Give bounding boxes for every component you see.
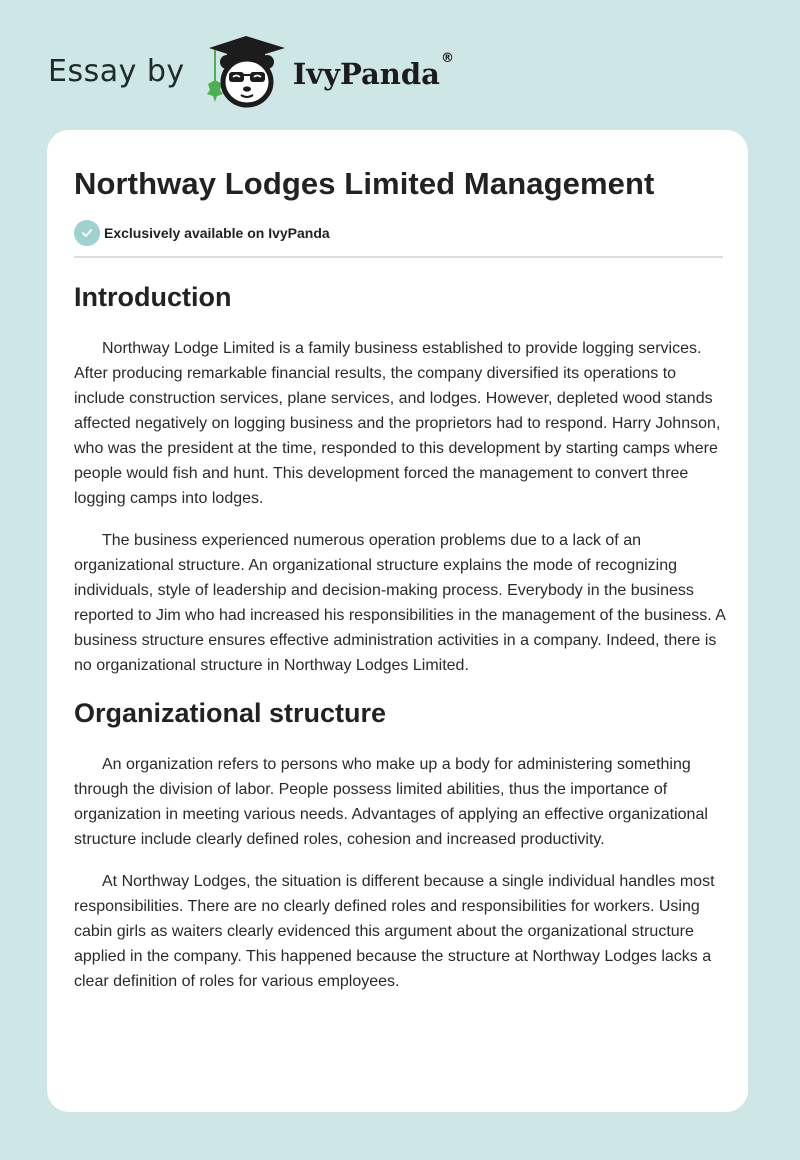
title-divider [74,256,723,258]
paragraph: An organization refers to persons who make up a body for administering something through the division of labor. People possess limited abilities, thus the importance of organization in meeting various needs. Advantages of applying an effective organizational structure include clearly defined roles, cohesion and increased productivity. [74,756,708,848]
panda-logo-icon[interactable] [203,34,289,110]
essay-by-label: Essay by [48,54,185,89]
exclusive-badge [74,220,722,246]
paragraph: Northway Lodge Limited is a family business established to provide logging services. After producing remarkable financial results, the company diversified its operations to include construction services, plane services, and lodges. However, depleted wood stands affected negatively on logging business and the proprietors had to respond. Harry Johnson, who was the president at the time, responded to this development by starting camps where people would fish and hunt. This development forced the management to convert three logging camps into lodges. [74,340,721,507]
check-circle-icon [74,220,100,246]
section-heading: Organizational structure [74,698,387,728]
site-header [48,34,454,110]
section-organizational-structure [74,696,722,994]
essay-card [47,130,748,1112]
paragraph: The business experienced numerous operation problems due to a lack of an organizational structure. An organizational structure explains the mode of recognizing individuals, style of leadership and decision-making process. Everybody in the business reported to Jim who had increased his responsibilities in the management of the business. A business structure ensures effective administration activities in a company. Indeed, there is no organizational structure in Northway Lodges Limited. [74,532,726,674]
section-heading: Introduction [74,282,232,312]
brand-name[interactable] [292,50,454,91]
brand-text: IvyPanda [292,56,440,91]
paragraph: At Northway Lodges, the situation is different because a single individual handles most responsibilities. There are no clearly defined roles and responsibilities for workers. Using cabin girls as waiters clearly evidenced this argument about the organizational structure applied in the company. This happened because the structure at Northway Lodges lacks a clear definition of roles for various employees. [74,873,715,990]
essay-title: Northway Lodges Limited Management [74,166,655,201]
exclusive-label: Exclusively available on IvyPanda [104,225,330,241]
section-introduction [74,280,726,678]
registered-mark: ® [440,50,454,66]
